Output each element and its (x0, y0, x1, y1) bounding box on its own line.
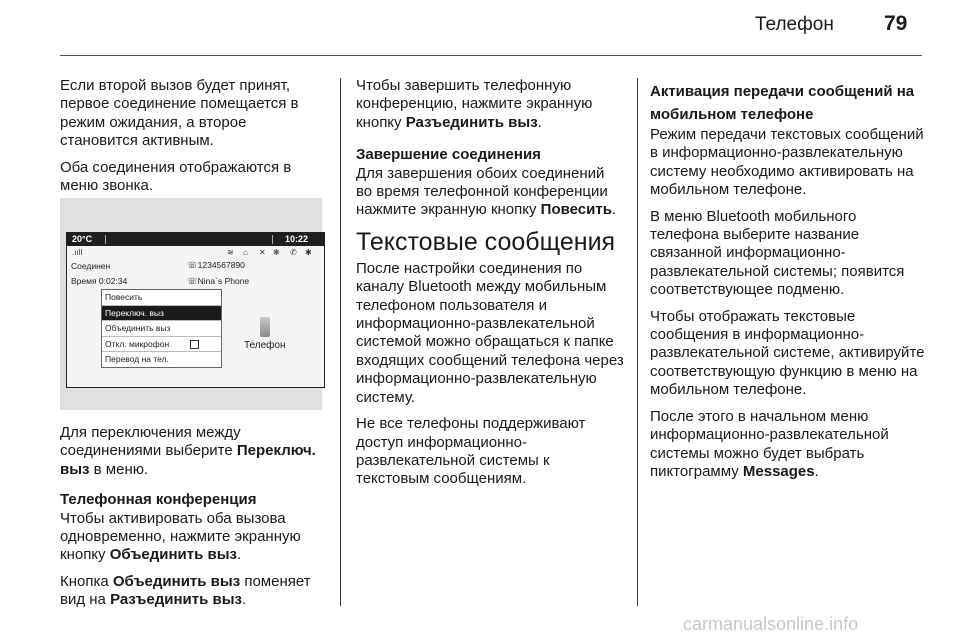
heading-end-connection: Завершение соединения (356, 146, 541, 164)
wifi-icon: ≋ (227, 248, 234, 257)
phone-screen (66, 232, 325, 388)
column-divider-1 (340, 78, 341, 606)
menu-item-mute-mic[interactable] (102, 336, 221, 352)
phone-status-icon: ⌂ (243, 248, 248, 257)
phone-label: Телефон (244, 340, 286, 351)
status-icons (67, 248, 324, 258)
connection-status: Соединен (71, 261, 111, 271)
paragraph-display-sms: Чтобы отображать текстовые сообщения в информационно-развлекательной системе, активируйте соответствующую функцию в меню на мобильном телефоне. (650, 307, 925, 399)
paragraph-switch: Для переключения между соединениями выберите Переключ. выз в меню. (60, 424, 316, 478)
menu-item-transfer[interactable]: Перевод на тел. (102, 351, 221, 367)
paragraph-second-call: Если второй вызов будет принят, первое соединение помещается в режим ожидания, а второе становится активным. (60, 77, 299, 150)
bt-phone-icon: ☏ (187, 276, 198, 286)
infotainment-screenshot (60, 198, 322, 410)
paragraph-button-change: Кнопка Объединить выз поменяет вид на Разъединить выз. (60, 572, 311, 609)
watermark: carmanualsonline.info (683, 614, 859, 634)
temperature: 20°C (72, 234, 93, 244)
mute-icon: ✕ (259, 248, 266, 257)
paragraph-end-both: Для завершения обоих соединений во время телефонной конференции нажмите экранную кнопку Повесить. (356, 164, 617, 219)
header-rule (60, 55, 922, 56)
status-bar (67, 233, 324, 246)
column-divider-2 (637, 78, 638, 606)
header-title: Телефон (755, 14, 834, 35)
menu-item-merge-calls[interactable]: Объединить выз (102, 320, 221, 336)
menu-item-switch-call[interactable]: Переключ. выз (102, 305, 221, 321)
bluetooth-icon: ✱ (305, 248, 312, 257)
page-number: 79 (884, 12, 908, 35)
phone-name-text: Nina`s Phone (197, 276, 250, 286)
heading-activate-messages: Активация передачи сообщений на мобильном телефоне (650, 83, 915, 123)
phone-name (187, 276, 249, 287)
call-time: Время 0:02:34 (71, 276, 128, 286)
paragraph-merge: Чтобы активировать оба вызова одновременно, нажмите экранную кнопку Объединить выз. (60, 509, 301, 564)
column-2 (356, 77, 624, 497)
heading-text-messages: Текстовые сообщения (356, 227, 616, 256)
heading-conference: Телефонная конференция (60, 491, 257, 509)
column-1-lower (60, 424, 328, 618)
paragraph-bluetooth-menu: В меню Bluetooth мобильного телефона выберите название связанной информационно-развлекательной системы; появится соответствующее подменю. (650, 207, 905, 299)
call-menu (101, 289, 222, 368)
menu-item-hangup[interactable]: Повесить (105, 292, 143, 302)
handset-icon: ☏ (187, 260, 198, 270)
caller-number (187, 260, 245, 271)
paragraph-end-conference: Чтобы завершить телефонную конференцию, нажмите экранную кнопку Разъединить выз. (356, 77, 593, 131)
clock: 10:22 (284, 234, 308, 244)
checkbox-icon[interactable] (190, 340, 199, 349)
mute-mic-label: Откл. микрофон (105, 338, 170, 349)
mobile-phone-icon (260, 317, 270, 337)
paragraph-sms-access: После настройки соединения по каналу Bluetooth между мобильным телефоном пользователя и информационно-развлекательной системой можно обращаться к папке входящих сообщений телефона через информационно-развлекательную систему. (356, 259, 624, 406)
paragraph-not-all-phones: Не все телефоны поддерживают доступ информационно-развлекательной системы к текстовым сообщениям. (356, 415, 586, 488)
paragraph-messages-icon: После этого в начальном меню информационно-развлекательной системы можно будет выбрать пиктограмму Messages. (650, 407, 889, 480)
column-3 (650, 80, 925, 489)
caller-number-text: 1234567890 (197, 260, 245, 270)
column-1 (60, 77, 328, 203)
call-icon: ✆ (290, 248, 297, 257)
settings-icon: ❋ (273, 248, 280, 257)
paragraph-both-shown: Оба соединения отображаются в меню звонка. (60, 158, 292, 195)
paragraph-activation: Режим передачи текстовых сообщений в информационно-развлекательную систему необходимо активировать на мобильном телефоне. (650, 126, 924, 199)
signal-icon: .ııll (72, 248, 83, 257)
